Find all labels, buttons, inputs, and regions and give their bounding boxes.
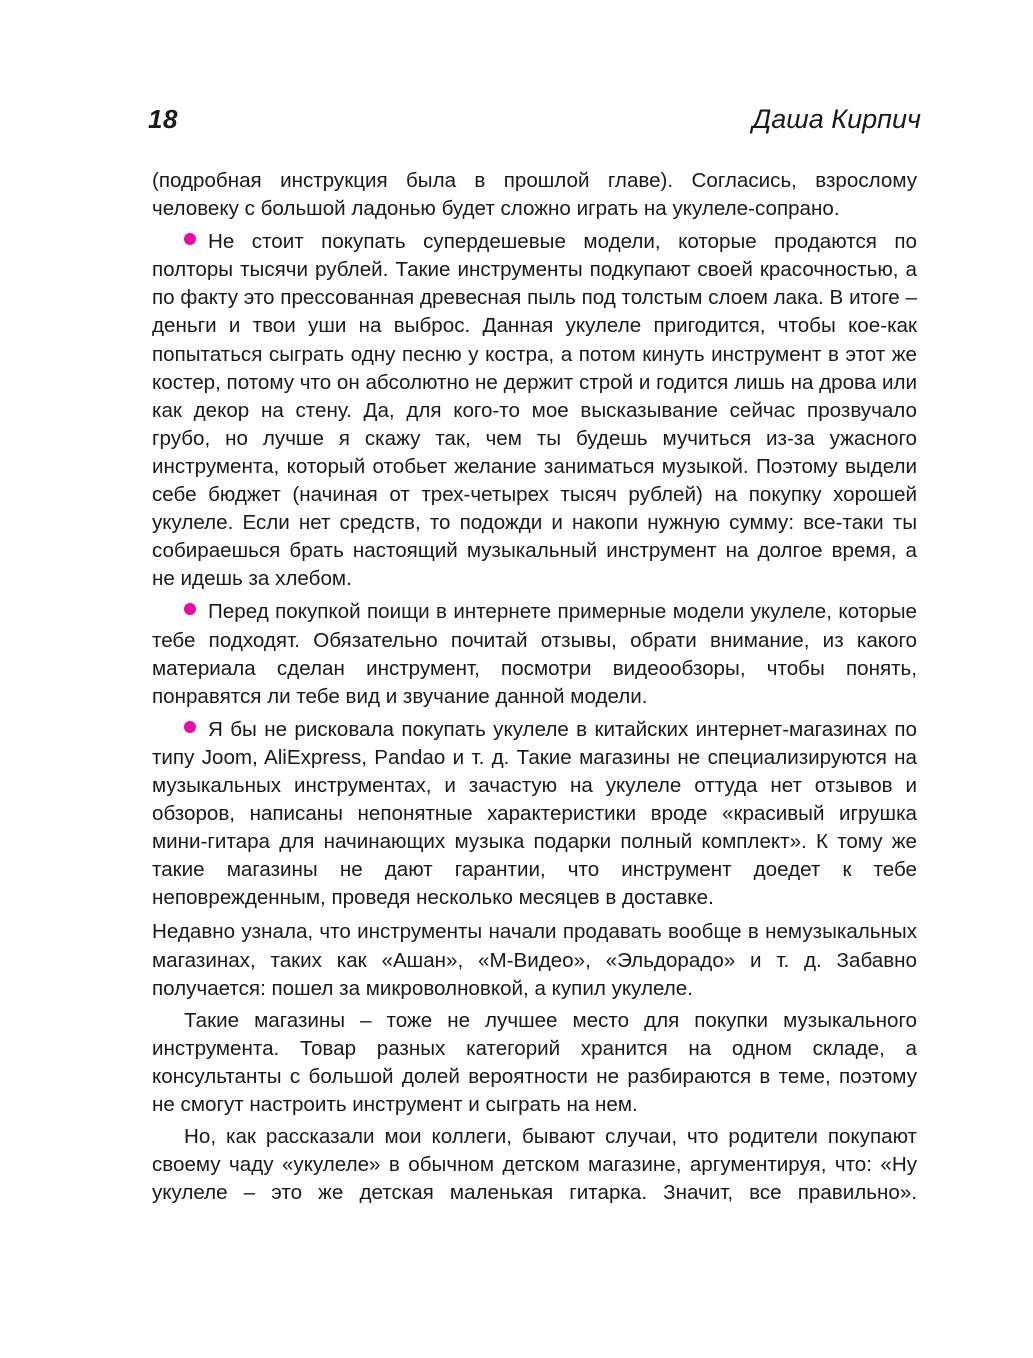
intro-paragraph: (подробная инструкция была в прошлой главе). Согласись, взрослому человеку с большой ладонью будет сложно играть на укулеле-сопрано. xyxy=(152,169,917,221)
bullet-text: Не стоит покупать супердешевые модели, которые продаются по полторы тысячи рублей. Такие инструменты подкупают своей красочностью, а по факту это прессованная древесная пыль под толстым слоем лака. В итоге – деньги и твои уши на выброс. Данная укулеле пригодится, чтобы кое-как попытаться сыграть одну песню у костра, а потом кинуть инструмент в этот же костер, потому что он абсолютно не держит строй и годится лишь на дрова или как декор на стену. Да, для кого-то мое высказывание сейчас прозвучало грубо, но лучше я скажу так, чем ты будешь мучиться из-за ужасного инструмента, который отобьет желание заниматься музыкой. Поэтому выдели себе бюджет (начиная от трех-четырех тысяч рублей) на покупку хорошей укулеле. Если нет средств, то подожди и накопи нужную сумму: все-таки ты собираешься брать настоящий музыкальный инструмент на долгое время, а не идешь за хлебом. xyxy=(152,230,917,591)
bullet-text: Я бы не рисковала покупать укулеле в китайских интернет-магазинах по типу Joom, AliExpress, Pandao и т. д. Такие магазины не специализируются на музыкальных инструментах, и зачастую на укулеле оттуда нет отзывов и обзоров, написаны непонятные характеристики вроде «красивый игрушка мини-гитара для начинающих музыка подарки полный комплект». К тому же такие магазины не дают гарантии, что инструмент доедет к тебе неповрежденным, проведя несколько месяцев в доставке. xyxy=(152,717,917,910)
bullet-text: Перед покупкой поищи в интернете примерные модели укулеле, которые тебе подходят. Обязательно почитай отзывы, обрати внимание, из какого материала сделан инструмент, посмотри видеообзоры, чтобы понять, понравятся ли тебе вид и звучание данной модели. xyxy=(152,600,917,708)
body-paragraph: Недавно узнала, что инструменты начали продавать вообще в немузыкальных магазинах, таких как «Ашан», «М-Видео», «Эльдорадо» и т. д. Забавно получается: пошел за микроволновкой, а купил укулеле. xyxy=(152,920,917,1000)
bullet-item xyxy=(152,228,917,593)
page-number: 18 xyxy=(148,104,178,134)
bullet-item xyxy=(152,716,917,913)
body-text xyxy=(152,167,917,1207)
body-paragraph: Такие магазины – тоже не лучшее место для покупки музыкального инструмента. Товар разных категорий хранится на одном складе, а консультанты с большой долей вероятности не разбираются в теме, поэтому не смогут настроить инструмент и сыграть на нем. xyxy=(152,1008,917,1116)
running-title: Даша Кирпич xyxy=(752,104,921,134)
bullet-icon xyxy=(184,721,196,733)
bullet-item xyxy=(152,598,917,710)
bullet-icon xyxy=(184,603,196,615)
bullet-icon xyxy=(184,233,196,245)
body-paragraph: Но, как рассказали мои коллеги, бывают случаи, что родители покупают своему чаду «укулеле» в обычном детском магазине, аргументируя, что: «Ну укулеле – это же детская маленькая гитарка. Значит, все правильно». xyxy=(152,1125,917,1205)
